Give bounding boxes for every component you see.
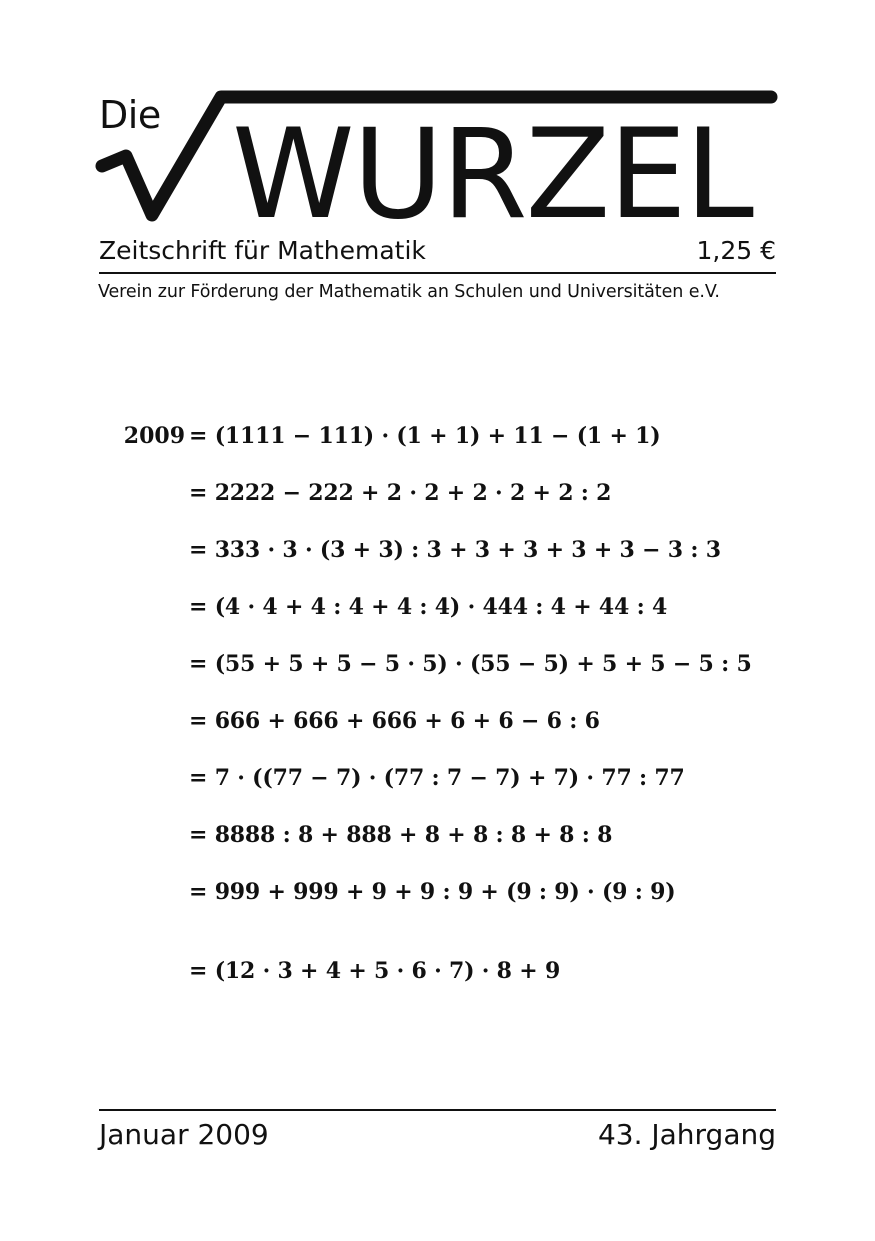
equation-rhs: = 999 + 999 + 9 + 9 : 9 + (9 : 9) · (9 : 9) [189, 879, 676, 905]
equation-row [0, 591, 875, 623]
volume-label: 43. Jahrgang [597, 1118, 776, 1151]
equation-row [0, 648, 875, 680]
price-label: 1,25 € [696, 236, 776, 265]
equation-row [0, 477, 875, 509]
magazine-title: WURZEL [232, 103, 752, 247]
equation-lhs: 2009 [123, 423, 185, 449]
equation-rhs: = (1111 − 111) · (1 + 1) + 11 − (1 + 1) [189, 423, 661, 449]
equation-row [0, 705, 875, 737]
equation-rhs: = (12 · 3 + 4 + 5 · 6 · 7) · 8 + 9 [189, 958, 561, 984]
footer-rule [99, 1109, 776, 1111]
equation-rhs: = 8888 : 8 + 888 + 8 + 8 : 8 + 8 : 8 [189, 822, 613, 848]
equation-row [0, 420, 875, 452]
equation-rhs: = 2222 − 222 + 2 · 2 + 2 · 2 + 2 : 2 [189, 480, 612, 506]
equation-rhs: = (4 · 4 + 4 : 4 + 4 : 4) · 444 : 4 + 44 : 4 [189, 594, 668, 620]
equation-row [0, 955, 875, 987]
equation-row [0, 534, 875, 566]
equation-rhs: = 666 + 666 + 666 + 6 + 6 − 6 : 6 [189, 708, 600, 734]
magazine-subtitle: Zeitschrift für Mathematik [99, 236, 426, 265]
issue-date: Januar 2009 [99, 1118, 269, 1151]
association-line: Verein zur Förderung der Mathematik an Schulen und Universitäten e.V. [98, 282, 720, 302]
equation-rhs: = 333 · 3 · (3 + 3) : 3 + 3 + 3 + 3 + 3 − 3 : 3 [189, 537, 721, 563]
equation-rhs: = 7 · ((77 − 7) · (77 : 7 − 7) + 7) · 77 : 77 [189, 765, 685, 791]
equation-row [0, 876, 875, 908]
equation-rhs: = (55 + 5 + 5 − 5 · 5) · (55 − 5) + 5 + 5 − 5 : 5 [189, 651, 752, 677]
die-label: Die [99, 93, 161, 137]
equation-row [0, 762, 875, 794]
equation-row [0, 819, 875, 851]
